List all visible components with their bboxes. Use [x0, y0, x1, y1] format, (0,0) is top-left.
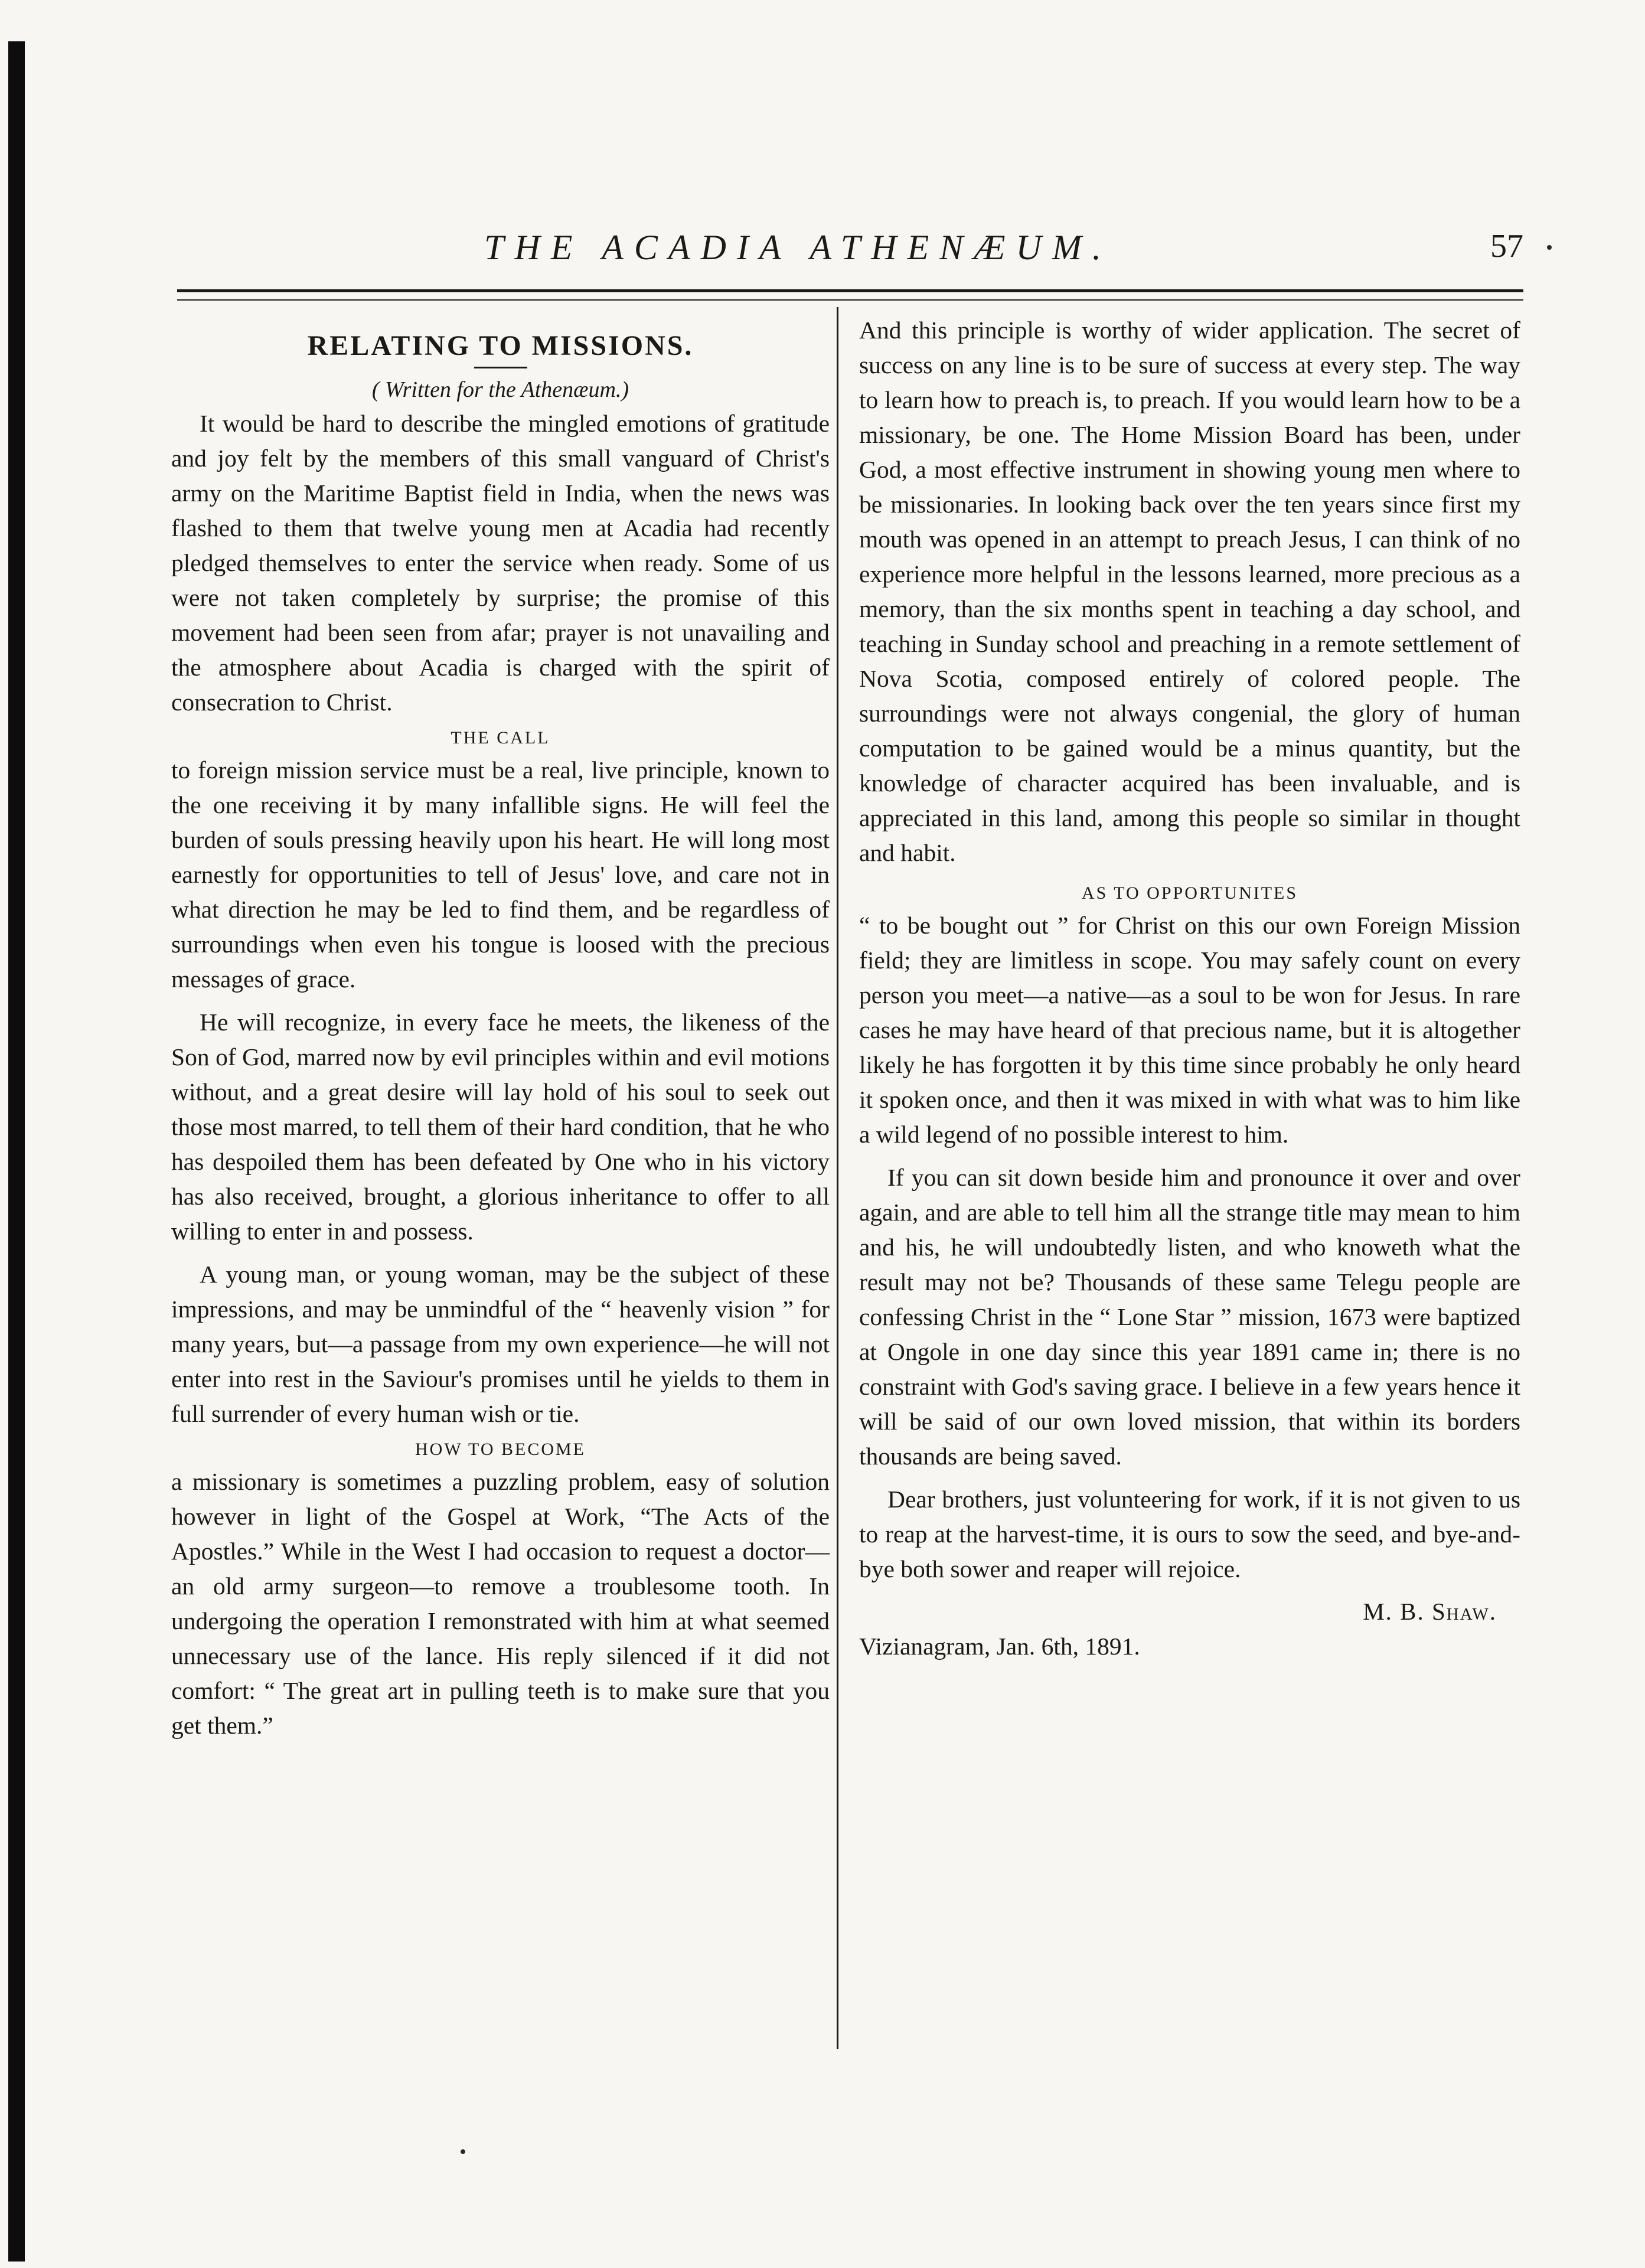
title-rule: [474, 367, 527, 368]
scan-speck: [461, 2149, 465, 2154]
right-column: [859, 313, 1520, 1664]
subhead-how-to-become: HOW TO BECOME: [414, 1440, 586, 1459]
subhead-as-to-opportunites: AS TO OPPORTUNITES: [1081, 883, 1298, 903]
page-number: 57: [1490, 228, 1523, 265]
call-paragraph-1: to foreign mission service must be a real, live principle, known to the one receiving it by many infallible signs. He will feel the burden of souls pressing heavily upon his heart. He will long most earnestly for opportunities to tell of Jesus' love, and care not in what direction he may be led to find them, and be regardless of surroundings when even his tongue is loosed with the precious messages of grace.: [171, 756, 830, 993]
scan-edge-bar: [8, 41, 25, 2262]
running-title: THE ACADIA ATHENÆUM.: [484, 228, 1112, 267]
author-signature: M. B. Shaw.: [1363, 1598, 1497, 1625]
opportunities-paragraph-3: Dear brothers, just volunteering for work, if it is not given to us to reap at the harvest-time, it is ours to sow the seed, and bye-and-bye both sower and reaper will rejoice.: [859, 1486, 1520, 1582]
dateline: Vizianagram, Jan. 6th, 1891.: [859, 1633, 1140, 1660]
opportunities-paragraph-1: “ to be bought out ” for Christ on this our own Foreign Mission field; they are limitless in scope. You may safely count on every person you meet—a native—as a soul to be won for Jesus. In rare cases he may have heard of that precious name, but it is altogether likely he has forgotten it by this time since probably he only heard it spoken once, and then it was mixed in with what was to him like a wild legend of no possible interest to him.: [859, 912, 1520, 1148]
page-header: [177, 227, 1523, 280]
opportunities-paragraph-2: If you can sit down beside him and pronounce it over and over again, and are able to tell him all the strange title may mean to him and his, he will undoubtedly listen, and who knoweth what the result may not be? Thousands of these same Telegu people are confessing Christ in the “ Lone Star ” mission, 1673 were baptized at Ongole in one day since this year 1891 came in; there is no constraint with God's saving grace. I believe in a few years hence it will be said of our own loved mission, that within its borders thousands are being saved.: [859, 1164, 1520, 1470]
call-paragraph-3: A young man, or young woman, may be the subject of these impressions, and may be unmindful of the “ heavenly vision ” for many years, but—a passage from my own experience—he will not enter into rest in the Saviour's promises until he yields to them in full surrender of every human wish or tie.: [171, 1261, 830, 1427]
become-paragraph-1: a missionary is sometimes a puzzling problem, easy of solution however in light of the Gospel at Work, “The Acts of the Apostles.” While in the West I had occasion to request a doctor—an old army surgeon—to remove a troublesome tooth. In undergoing the operation I remonstrated with him at what seemed unnecessary use of the lance. His reply silenced if it did not comfort: “ The great art in pulling teeth is to make sure that you get them.”: [171, 1468, 830, 1739]
intro-paragraph: It would be hard to describe the mingled emotions of gratitude and joy felt by the members of this small vanguard of Christ's army on the Maritime Baptist field in India, when the news was flashed to them that twelve young men at Acadia had recently pledged themselves to enter the service when ready. Some of us were not taken completely by surprise; the promise of this movement had been seen from afar; prayer is not unavailing and the atmosphere about Acadia is charged with the spirit of consecration to Christ.: [171, 410, 830, 716]
call-paragraph-2: He will recognize, in every face he meets, the likeness of the Son of God, marred now by evil principles within and evil motions without, and a great desire will lay hold of his soul to seek out those most marred, to tell them of their hard condition, that he who has despoiled them has been defeated by One who in his victory has also received, brought, a glorious inheritance to offer to all willing to enter in and possess.: [171, 1009, 830, 1245]
article-byline: ( Written for the Athenæum.): [371, 377, 629, 402]
subhead-the-call: THE CALL: [451, 728, 550, 748]
header-rule-thick: [177, 289, 1523, 292]
column-divider: [837, 307, 838, 2049]
scan-speck: [1547, 245, 1552, 250]
header-rule-thin: [177, 299, 1523, 301]
article-title: RELATING TO MISSIONS.: [307, 330, 694, 361]
principle-paragraph: And this principle is worthy of wider application. The secret of success on any line is to be sure of success at every step. The way to learn how to preach is, to preach. If you would learn how to be a missionary, be one. The Home Mission Board has been, under God, a most effective instrument in showing young men where to be missionaries. In looking back over the ten years since first my mouth was opened in an attempt to preach Jesus, I can think of no experience more helpful in the lessons learned, more precious as a memory, than the six months spent in teaching a day school, and teaching in Sunday school and preaching in a remote settlement of Nova Scotia, composed entirely of colored people. The surroundings were not always congenial, the glory of human computation to be gained would be a minus quantity, but the knowledge of character acquired has been invaluable, and is appreciated in this land, among this people so similar in thought and habit.: [859, 316, 1520, 866]
left-column: [171, 313, 830, 1743]
